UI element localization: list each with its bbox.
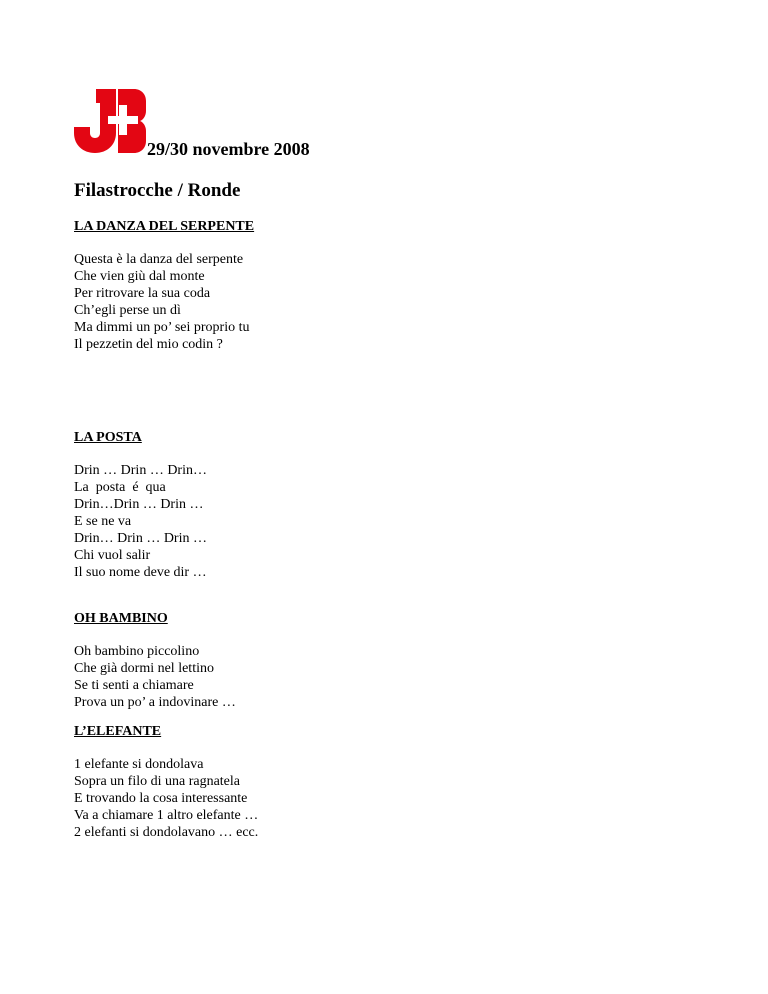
document-title: Filastrocche / Ronde <box>74 180 241 201</box>
rhyme-section-elefante <box>74 723 258 841</box>
rhyme-lines <box>74 756 258 841</box>
rhyme-line: Prova un po’ a indovinare … <box>74 695 236 710</box>
rhyme-line: E trovando la cosa interessante <box>74 791 248 806</box>
rhyme-section-danza <box>74 218 254 353</box>
rhyme-line: Chi vuol salir <box>74 548 151 563</box>
rhyme-section-bambino <box>74 610 236 711</box>
rhyme-line: Drin… Drin … Drin … <box>74 531 207 546</box>
rhyme-line: La posta é qua <box>74 480 166 495</box>
rhyme-line: Se ti senti a chiamare <box>74 678 194 693</box>
rhyme-lines <box>74 643 236 711</box>
rhyme-line: Il suo nome deve dir … <box>74 565 207 580</box>
rhyme-line: Questa è la danza del serpente <box>74 252 244 267</box>
document-date: 29/30 novembre 2008 <box>147 139 310 159</box>
rhyme-line: Drin…Drin … Drin … <box>74 497 204 512</box>
js-logo-icon <box>74 89 146 153</box>
rhyme-line: 2 elefanti si dondolavano … ecc. <box>74 825 259 840</box>
rhyme-line: Ma dimmi un po’ sei proprio tu <box>74 320 250 335</box>
rhyme-lines <box>74 251 254 353</box>
rhyme-line: Oh bambino piccolino <box>74 644 200 659</box>
rhyme-line: E se ne va <box>74 514 132 529</box>
rhyme-line: Che vien giù dal monte <box>74 269 205 284</box>
rhyme-line: Il pezzetin del mio codin ? <box>74 337 223 352</box>
rhyme-line: Ch’egli perse un dì <box>74 303 181 318</box>
rhyme-heading: LA DANZA DEL SERPENTE <box>74 219 255 234</box>
logo-cross-horizontal <box>108 116 138 124</box>
rhyme-section-posta <box>74 429 207 581</box>
rhyme-heading: OH BAMBINO <box>74 611 168 626</box>
rhyme-line: Drin … Drin … Drin… <box>74 463 207 478</box>
rhyme-line: Va a chiamare 1 altro elefante … <box>74 808 259 823</box>
rhyme-heading: LA POSTA <box>74 430 142 445</box>
rhyme-line: Per ritrovare la sua coda <box>74 286 211 301</box>
rhyme-heading: L’ELEFANTE <box>74 724 162 739</box>
rhyme-lines <box>74 462 207 581</box>
rhyme-line: Sopra un filo di una ragnatela <box>74 774 241 789</box>
rhyme-line: 1 elefante si dondolava <box>74 757 204 772</box>
rhyme-line: Che già dormi nel lettino <box>74 661 214 676</box>
